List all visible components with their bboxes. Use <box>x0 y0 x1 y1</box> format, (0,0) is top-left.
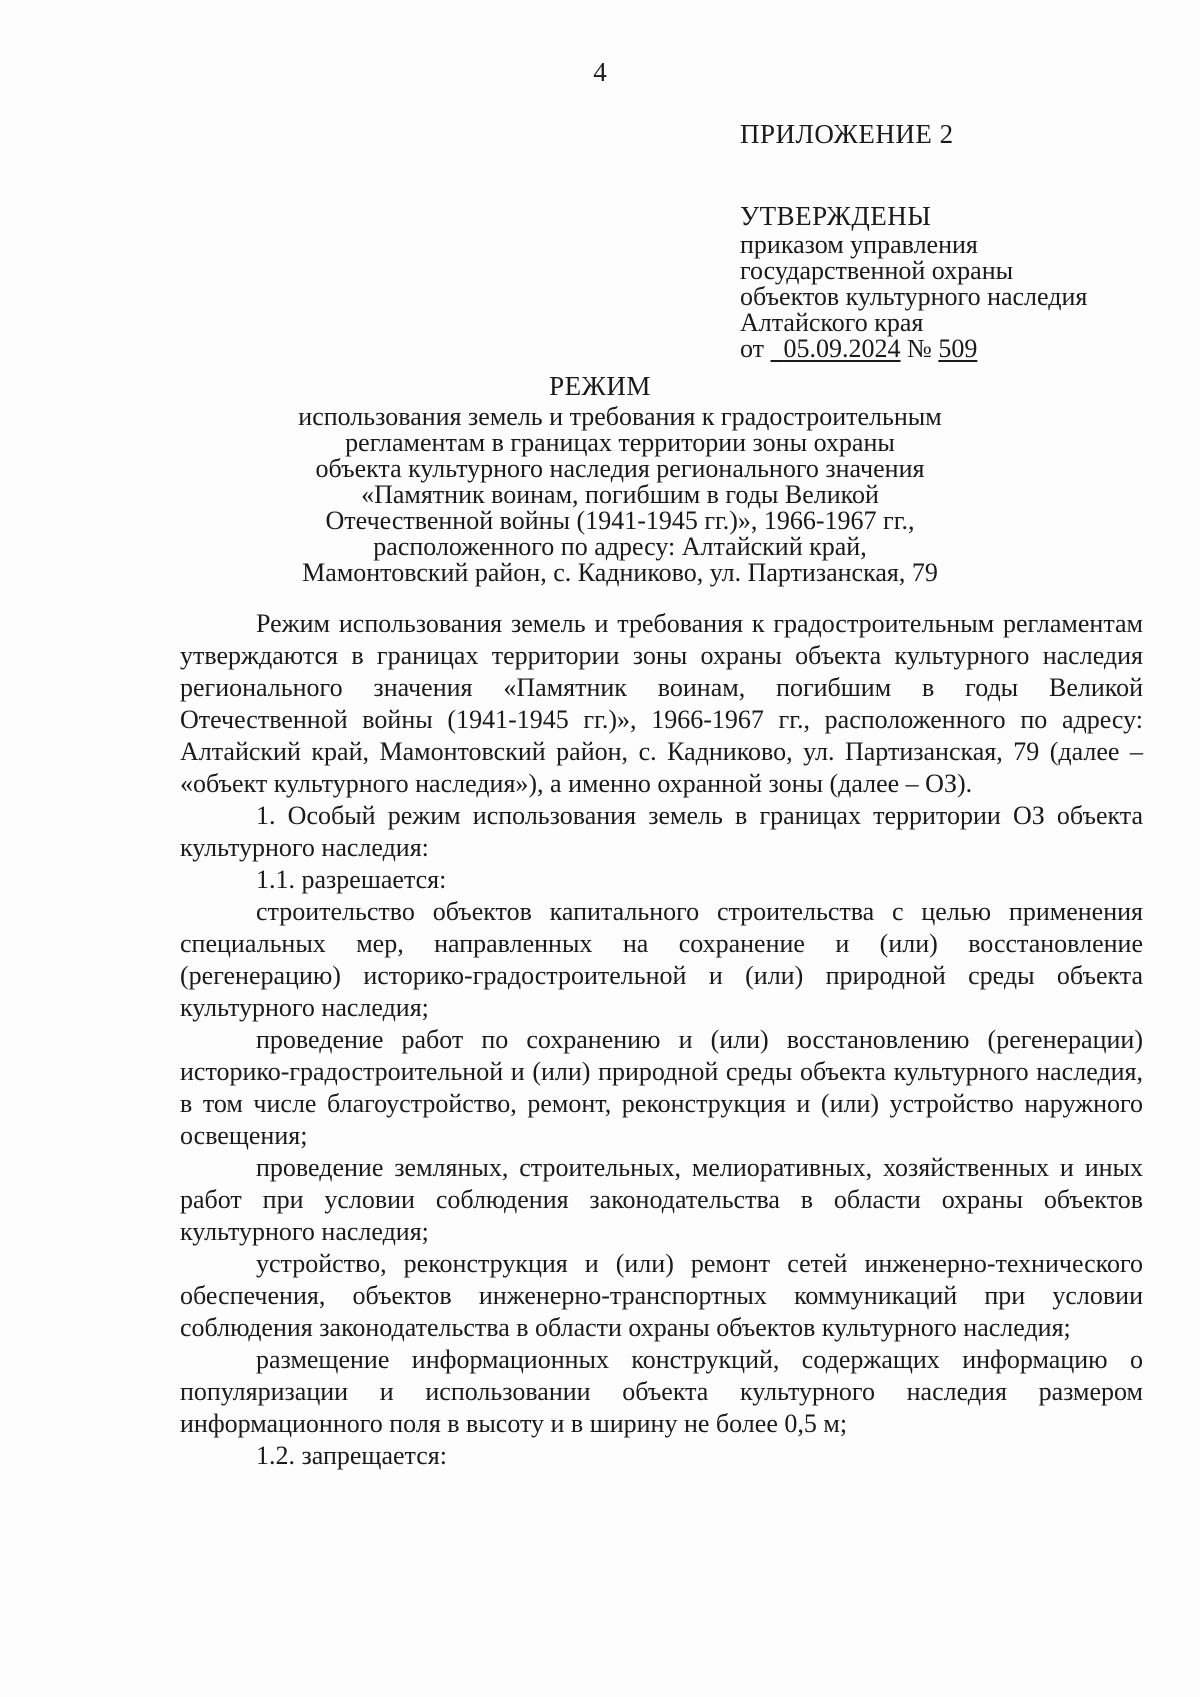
appendix-title: ПРИЛОЖЕНИЕ 2 <box>740 119 954 149</box>
paragraph: 1. Особый режим использования земель в границах территории ОЗ объекта культурного наследия: <box>180 801 1143 862</box>
number-sign: № <box>907 334 932 363</box>
paragraph: проведение работ по сохранению и (или) восстановлению (регенерации) историко-градостроительной и (или) природной среды объекта культурного наследия, в том числе благоустройство, ремонт, реконструкция и (или) устройство наружного освещения; <box>180 1025 1143 1150</box>
subtitle-line: использования земель и требования к градостроительным <box>298 402 942 431</box>
subtitle-line: регламентам в границах территории зоны охраны <box>345 428 895 457</box>
subtitle-line: Отечественной войны (1941-1945 гг.)», 1966-1967 гг., <box>325 506 915 535</box>
regime-subtitle <box>240 404 1000 586</box>
paragraph: 1.2. запрещается: <box>256 1441 447 1470</box>
approved-title: УТВЕРЖДЕНЫ <box>740 201 932 231</box>
approved-line: государственной охраны <box>740 256 1014 285</box>
paragraph: строительство объектов капитального строительства с целью применения специальных мер, направленных на сохранение и (или) восстановление (регенерацию) историко-градостроительной и (или) природной среды объекта культурного наследия; <box>180 897 1143 1022</box>
paragraph: размещение информационных конструкций, содержащих информацию о популяризации и использовании объекта культурного наследия размером информационного поля в высоту и в ширину не более 0,5 м; <box>180 1345 1143 1438</box>
order-number: 509 <box>938 334 978 363</box>
regime-heading: РЕЖИМ <box>549 371 651 401</box>
approved-line: приказом управления <box>740 230 978 259</box>
date-prefix: от <box>740 334 765 363</box>
paragraph: устройство, реконструкция и (или) ремонт сетей инженерно-технического обеспечения, объектов инженерно-транспортных коммуникаций при условии соблюдения законодательства в области охраны объектов культурного наследия; <box>180 1249 1143 1342</box>
order-date-line <box>740 336 1160 362</box>
appendix-block <box>740 118 1160 362</box>
subtitle-line: Мамонтовский район, с. Кадниково, ул. Партизанская, 79 <box>302 558 938 587</box>
approved-line: Алтайского края <box>740 308 924 337</box>
subtitle-line: объекта культурного наследия регионального значения <box>315 454 925 483</box>
subtitle-line: расположенного по адресу: Алтайский край, <box>373 532 867 561</box>
paragraph: Режим использования земель и требования к градостроительным регламентам утверждаются в границах территории зоны охраны объекта культурного наследия регионального значения «Памятник воинам, погибшим в годы Великой Отечественной войны (1941-1945 гг.)», 1966-1967 гг., расположенного по адресу: Алтайский край, Мамонтовский район, с. Кадниково, ул. Партизанская, 79 (далее – «объект культурного наследия»), а именно охранной зоны (далее – ОЗ). <box>180 609 1143 798</box>
order-date: 05.09.2024 <box>783 334 901 363</box>
subtitle-line: «Памятник воинам, погибшим в годы Великой <box>361 480 879 509</box>
paragraph: проведение земляных, строительных, мелиоративных, хозяйственных и иных работ при условии соблюдения законодательства в области охраны объектов культурного наследия; <box>180 1153 1143 1246</box>
body-text <box>180 608 1143 1472</box>
approved-line: объектов культурного наследия <box>740 282 1088 311</box>
paragraph: 1.1. разрешается: <box>256 865 447 894</box>
page-number: 4 <box>593 57 607 87</box>
